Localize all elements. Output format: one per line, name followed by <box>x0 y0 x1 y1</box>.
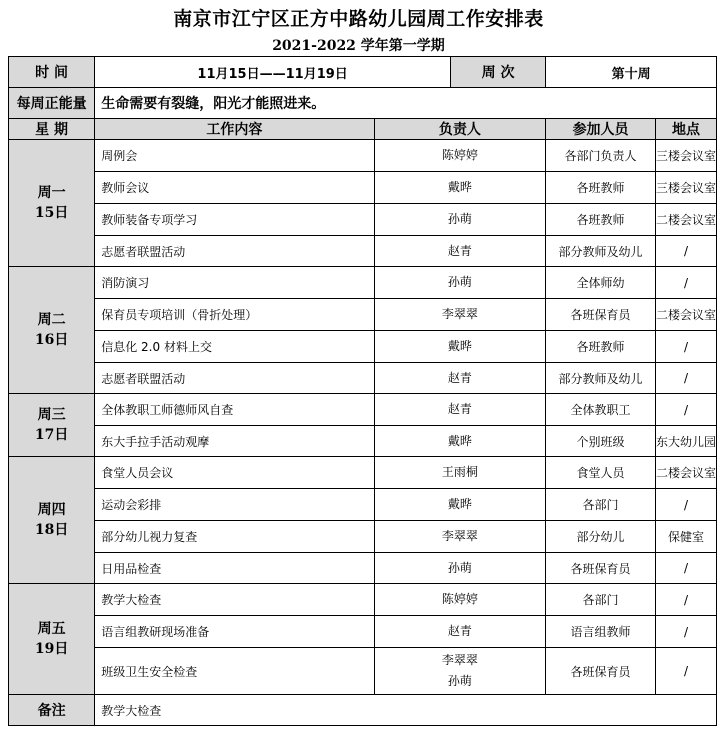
participants-cell: 部分教师及幼儿 <box>546 236 656 267</box>
content-cell: 信息化 2.0 材料上交 <box>95 331 374 363</box>
content-cell: 日用品检查 <box>95 553 374 584</box>
document-title: 南京市江宁区正方中路幼儿园周工作安排表 <box>173 8 544 30</box>
remarks-text: 教学大检查 <box>95 695 717 726</box>
content-cell: 消防演习 <box>95 267 374 299</box>
owner-name: 戴晔 <box>447 497 472 511</box>
owner-cell <box>374 172 546 204</box>
content-cell: 食堂人员会议 <box>95 457 374 489</box>
table-row <box>9 299 717 331</box>
content-cell: 志愿者联盟活动 <box>95 236 374 267</box>
content-cell: 全体教职工师德师风自查 <box>95 394 374 426</box>
table-row <box>9 584 717 616</box>
table-row <box>9 172 717 204</box>
day-cell <box>9 457 95 584</box>
document-subtitle: 2021-2022 学年第一学期 <box>272 38 445 54</box>
day-date: 15日 <box>34 205 69 221</box>
header-location: 地点 <box>655 119 716 140</box>
day-date: 17日 <box>34 427 69 443</box>
owner-cell <box>374 616 546 648</box>
table-row <box>9 140 717 172</box>
owner-cell <box>374 584 546 616</box>
owner-cell <box>374 457 546 489</box>
location-cell: 二楼会议室 <box>655 299 716 331</box>
table-row <box>9 521 717 553</box>
day-name: 周五 <box>37 621 66 637</box>
owner-name: 陈婷婷 <box>441 148 478 162</box>
participants-cell: 食堂人员 <box>546 457 656 489</box>
owner-cell <box>374 489 546 521</box>
day-date: 18日 <box>34 522 69 538</box>
table-row <box>9 363 717 394</box>
table-row <box>9 616 717 648</box>
location-cell: / <box>655 584 716 616</box>
location-cell: / <box>655 363 716 394</box>
owner-cell <box>374 394 546 426</box>
day-cell <box>9 267 95 394</box>
owner-name: 孙萌 <box>447 560 472 575</box>
participants-cell: 个别班级 <box>546 426 656 457</box>
participants-cell: 各部门 <box>546 584 656 616</box>
participants-cell: 各班教师 <box>546 172 656 204</box>
location-cell: / <box>655 394 716 426</box>
table-row <box>9 553 717 584</box>
location-cell: 二楼会议室 <box>655 204 716 236</box>
table-row <box>9 204 717 236</box>
content-cell: 教师会议 <box>95 172 374 204</box>
day-cell <box>9 394 95 457</box>
day-cell <box>9 140 95 267</box>
content-cell: 语言组教研现场准备 <box>95 616 374 648</box>
time-value: 11月15日——11月19日 <box>95 57 451 88</box>
location-cell: / <box>655 648 716 695</box>
owner-name: 孙萌 <box>447 674 472 688</box>
participants-cell: 部分教师及幼儿 <box>546 363 656 394</box>
location-cell: / <box>655 553 716 584</box>
participants-cell: 各班保育员 <box>546 553 656 584</box>
content-cell: 周例会 <box>95 140 374 172</box>
motto-text: 生命需要有裂缝，阳光才能照进来。 <box>95 88 717 119</box>
owner-name: 李翠翠 <box>441 307 478 321</box>
location-cell: / <box>655 489 716 521</box>
owner-cell <box>374 553 546 584</box>
owner-name: 赵青 <box>447 624 472 638</box>
day-date: 19日 <box>34 641 69 657</box>
content-cell: 教师装备专项学习 <box>95 204 374 236</box>
owner-cell <box>374 267 546 299</box>
owner-cell <box>374 648 546 695</box>
owner-name: 王雨桐 <box>441 465 478 479</box>
owner-cell <box>374 299 546 331</box>
header-row <box>9 119 717 140</box>
location-cell: / <box>655 267 716 299</box>
owner-cell <box>374 363 546 394</box>
header-participants: 参加人员 <box>546 119 656 140</box>
header-owner: 负责人 <box>374 119 546 140</box>
remarks-row <box>9 695 717 726</box>
participants-cell: 各部门 <box>546 489 656 521</box>
content-cell: 保育员专项培训（骨折处理） <box>95 299 374 331</box>
location-cell: 三楼会议室 <box>655 172 716 204</box>
table-row <box>9 648 717 695</box>
owner-name: 戴晔 <box>447 339 472 353</box>
owner-cell <box>374 204 546 236</box>
table-row <box>9 394 717 426</box>
owner-name: 戴晔 <box>447 180 472 194</box>
table-row <box>9 267 717 299</box>
info-row <box>9 57 717 88</box>
day-name: 周二 <box>37 312 66 328</box>
participants-cell: 语言组教师 <box>546 616 656 648</box>
table-row <box>9 236 717 267</box>
content-cell: 运动会彩排 <box>95 489 374 521</box>
day-cell <box>9 584 95 695</box>
time-label: 时 间 <box>9 57 95 88</box>
owner-name: 赵青 <box>447 370 472 385</box>
participants-cell: 各部门负责人 <box>546 140 656 172</box>
header-day: 星 期 <box>9 119 95 140</box>
owner-cell <box>374 426 546 457</box>
remarks-label: 备注 <box>9 695 95 726</box>
location-cell: 二楼会议室 <box>655 457 716 489</box>
motto-label: 每周正能量 <box>9 88 95 119</box>
participants-cell: 各班保育员 <box>546 648 656 695</box>
day-name: 周三 <box>37 407 66 423</box>
location-cell: / <box>655 331 716 363</box>
participants-cell: 各班教师 <box>546 204 656 236</box>
table-row <box>9 489 717 521</box>
location-cell: / <box>655 236 716 267</box>
location-cell: 三楼会议室 <box>655 140 716 172</box>
owner-name: 赵青 <box>447 402 472 416</box>
owner-name: 赵青 <box>447 243 472 258</box>
table-row <box>9 331 717 363</box>
owner-name: 陈婷婷 <box>441 592 478 606</box>
location-cell: 保健室 <box>655 521 716 553</box>
owner-cell <box>374 236 546 267</box>
participants-cell: 各班教师 <box>546 331 656 363</box>
owner-cell <box>374 140 546 172</box>
day-name: 周一 <box>37 185 66 201</box>
owner-name: 李翠翠 <box>441 653 478 667</box>
owner-name: 戴晔 <box>447 433 472 448</box>
owner-name: 李翠翠 <box>441 529 478 543</box>
owner-cell <box>374 521 546 553</box>
table-row <box>9 426 717 457</box>
owner-name: 孙萌 <box>447 275 472 289</box>
location-cell: 东大幼儿园 <box>655 426 716 457</box>
owner-name: 孙萌 <box>447 212 472 226</box>
day-name: 周四 <box>37 502 66 518</box>
schedule-body <box>9 140 717 695</box>
content-cell: 志愿者联盟活动 <box>95 363 374 394</box>
motto-row <box>9 88 717 119</box>
content-cell: 东大手拉手活动观摩 <box>95 426 374 457</box>
table-row <box>9 457 717 489</box>
schedule-table <box>8 56 717 726</box>
participants-cell: 全体师幼 <box>546 267 656 299</box>
participants-cell: 部分幼儿 <box>546 521 656 553</box>
content-cell: 教学大检查 <box>95 584 374 616</box>
content-cell: 班级卫生安全检查 <box>95 648 374 695</box>
day-date: 16日 <box>34 332 69 348</box>
participants-cell: 各班保育员 <box>546 299 656 331</box>
participants-cell: 全体教职工 <box>546 394 656 426</box>
header-content: 工作内容 <box>95 119 374 140</box>
location-cell: / <box>655 616 716 648</box>
content-cell: 部分幼儿视力复查 <box>95 521 374 553</box>
owner-cell <box>374 331 546 363</box>
week-value: 第十周 <box>546 57 717 88</box>
week-label: 周 次 <box>451 57 546 88</box>
